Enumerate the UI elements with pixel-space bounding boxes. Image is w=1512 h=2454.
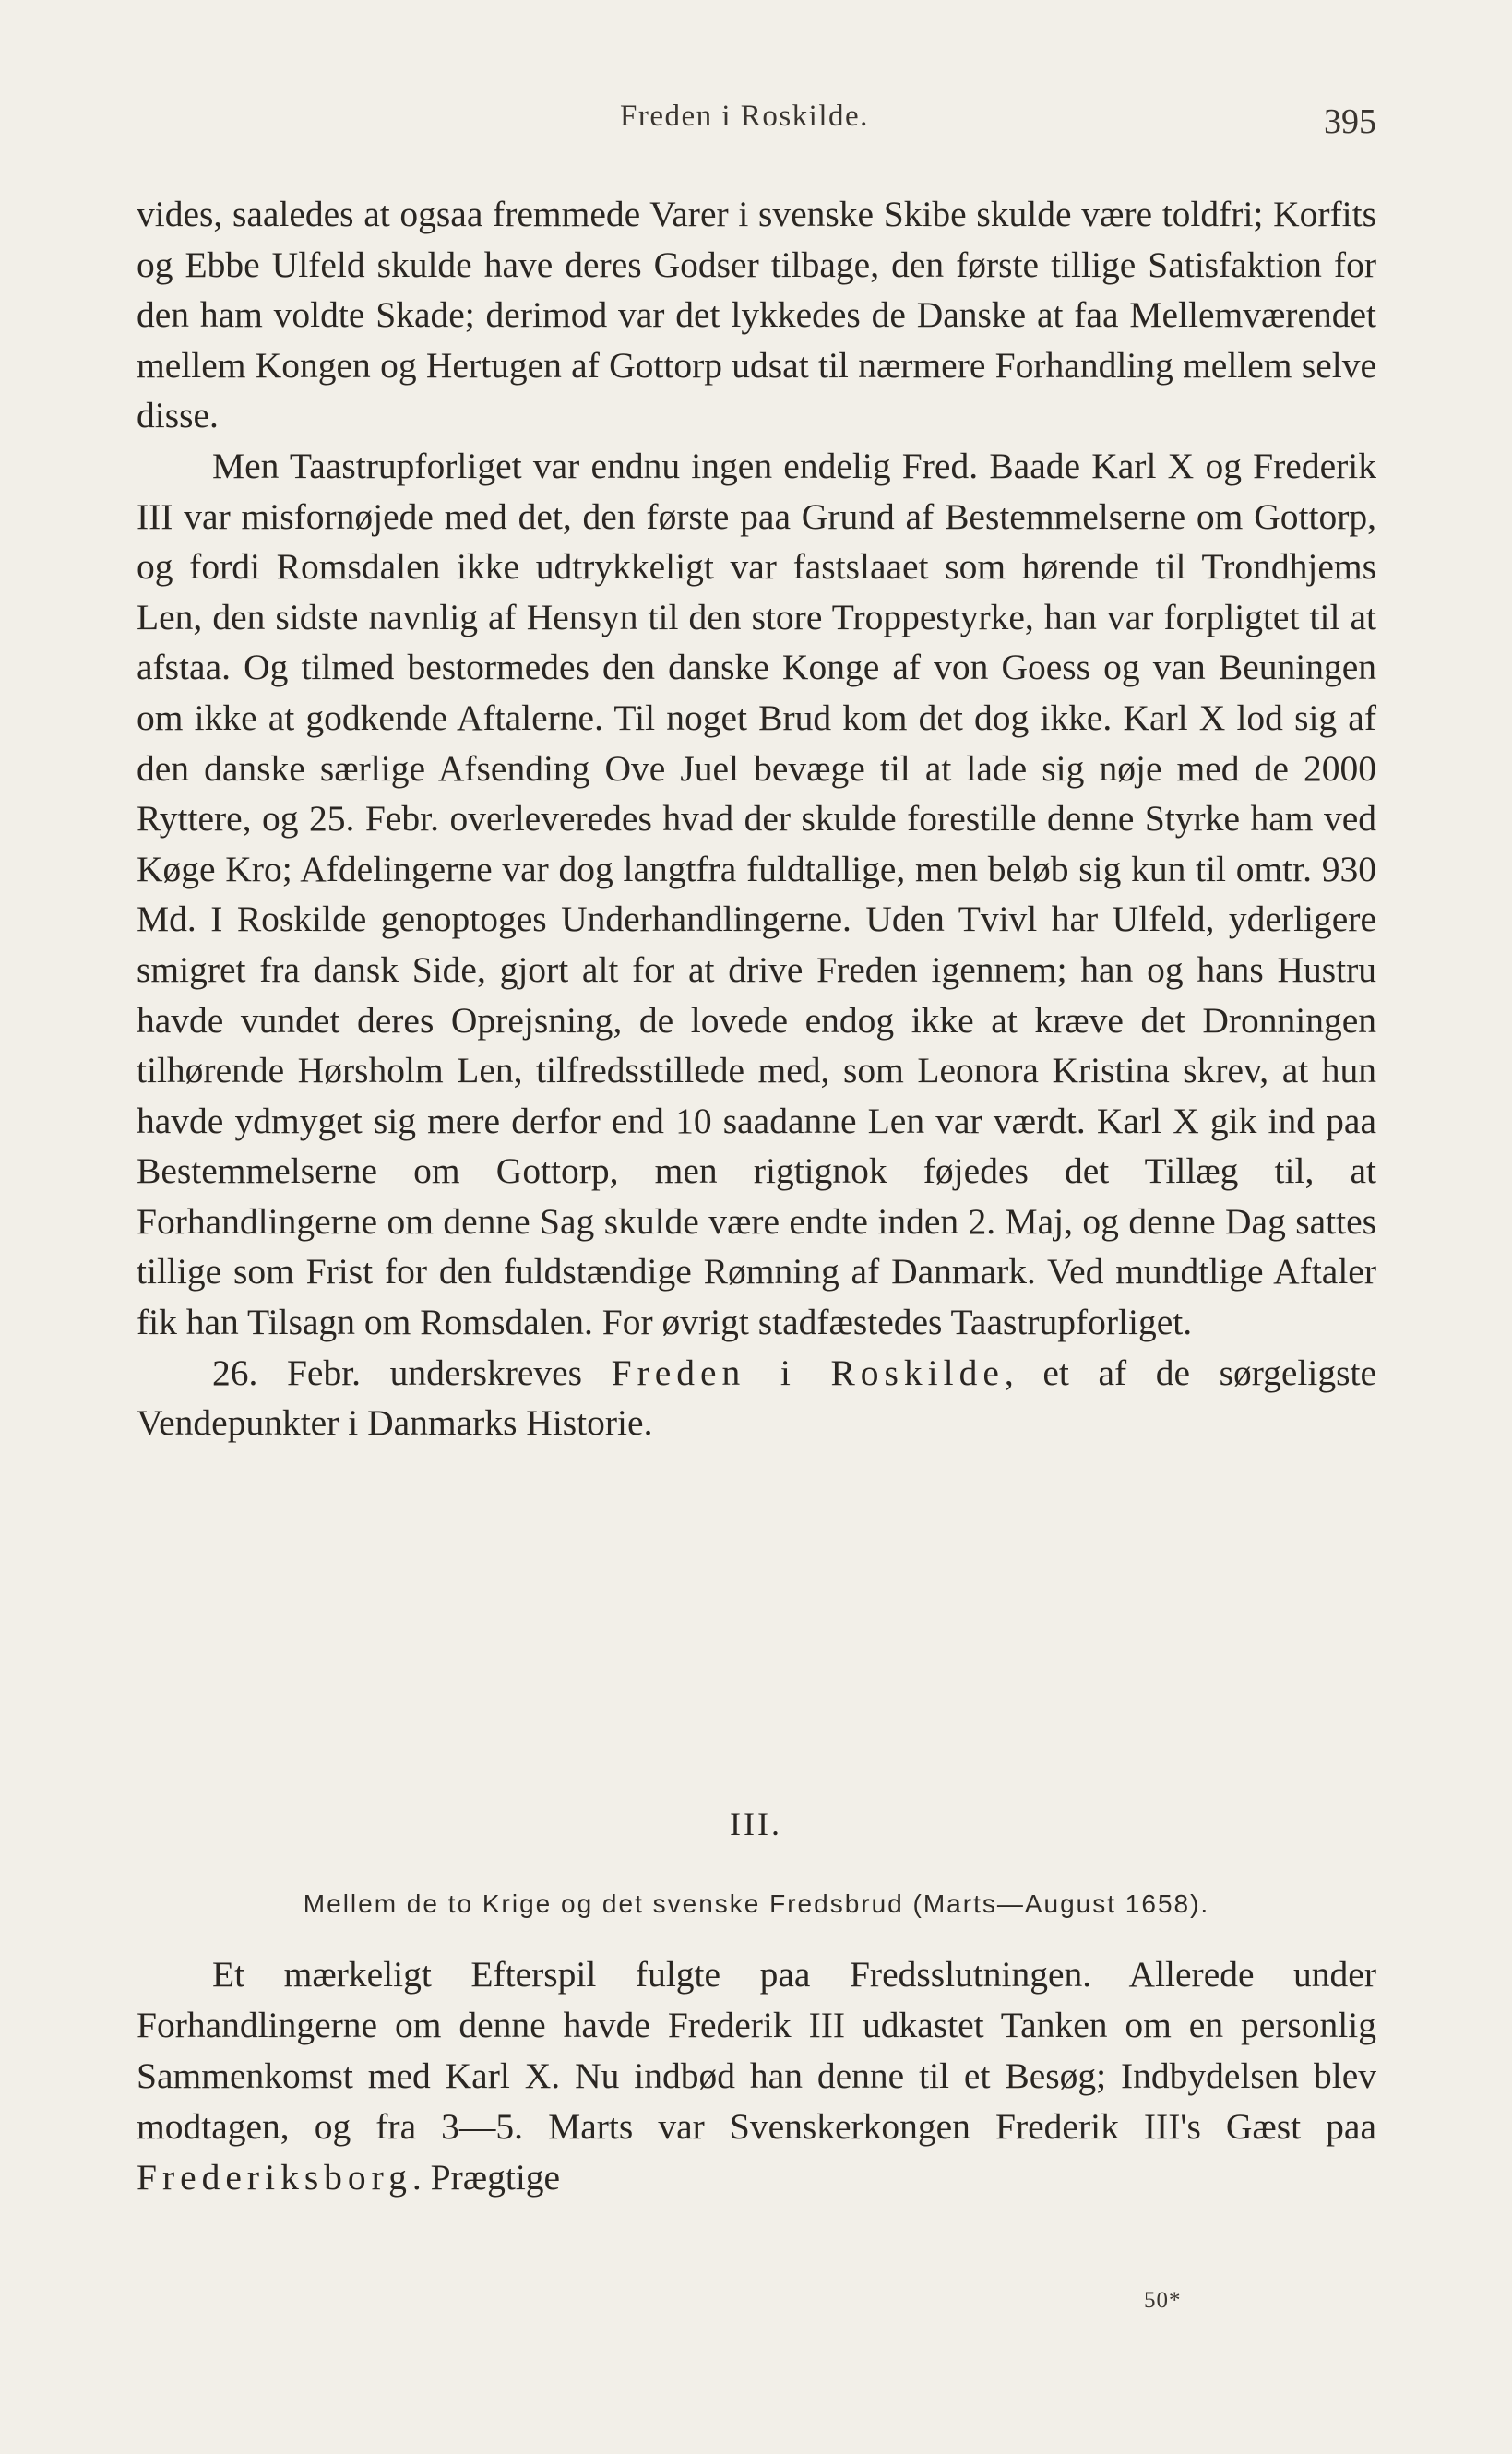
section-1-text [137, 189, 1376, 1448]
paragraph-3-tail: , et af de sørgeligste Vendepunkter i Danmarks Historie. [137, 1352, 1377, 1444]
page-header [137, 100, 1376, 155]
paragraph-4-text: Et mærkeligt Efterspil fulgte paa Fredsslutningen. Allerede under Forhandlingerne om denne havde Frederik III udkastet Tanken om en personlig Sammenkomst med Karl X. Nu indbød han denne til et Besøg; Indbydelsen blev modtagen, og fra 3—5. Marts var Svenskerkongen Frederik III's Gæst paa [137, 1954, 1376, 2147]
paragraph-3-text: 26. Febr. underskreves [212, 1352, 612, 1393]
page-number: 395 [1324, 102, 1376, 141]
place-name: Frederiksborg [137, 2157, 412, 2198]
paragraph-4-tail: . Prægtige [411, 2157, 561, 2198]
paragraph-3 [137, 1348, 1376, 1448]
section-title: Mellem de to Krige og det svenske Fredsbrud (Marts—August 1658). [303, 1889, 1210, 1918]
treaty-name: Freden i Roskilde [611, 1352, 1005, 1393]
paragraph-4 [137, 1949, 1376, 2203]
paragraph-1: vides, saaledes at ogsaa fremmede Varer i svenske Skibe skulde være toldfri; Korfits og Ebbe Ulfeld skulde have deres Godser tilbage, den første tillige Satisfaktion for den ham voldte Skade; derimod var det lykkedes de Danske at faa Mellemværendet mellem Kongen og Hertugen af Gottorp udsat til nærmere Forhandling mellem selve disse. [137, 194, 1376, 436]
section-number: III. [730, 1805, 782, 1842]
signature-mark: 50* [1144, 2288, 1182, 2313]
running-title: Freden i Roskilde. [620, 100, 869, 133]
paragraph-2: Men Taastrupforliget var endnu ingen endelig Fred. Baade Karl X og Frederik III var misfornøjede med det, den første paa Grund af Bestemmelserne om Gottorp, og fordi Romsdalen ikke udtrykkeligt var fastslaaet som hørende til Trondhjems Len, den sidste navnlig af Hensyn til den store Troppestyrke, han var forpligtet til at afstaa. Og tilmed bestormedes den danske Konge af von Goess og van Beuningen om ikke at godkende Aftalerne. Til noget Brud kom det dog ikke. Karl X lod sig af den danske særlige Afsending Ove Juel bevæge til at lade sig nøje med de 2000 Ryttere, og 25. Febr. overleveredes hvad der skulde forestille denne Styrke ham ved Køge Kro; Afdelingerne var dog langtfra fuldtallige, men beløb sig kun til omtr. 930 Md. I Roskilde genoptoges Underhandlingerne. Uden Tvivl har Ulfeld, yderligere smigret fra dansk Side, gjort alt for at drive Freden igennem; han og hans Hustru havde vundet deres Oprejsning, de lovede endog ikke at kræve det Dronningen tilhørende Hørsholm Len, tilfredsstillede med, som Leonora Kristina skrev, at hun havde ydmyget sig mere derfor end 10 saadanne Len var værdt. Karl X gik ind paa Bestemmelserne om Gottorp, men rigtignok føjedes det Tillæg til, at Forhandlingerne om denne Sag skulde være endte inden 2. Maj, og denne Dag sattes tillige som Frist for den fuldstændige Rømning af Danmark. Ved mundtlige Aftaler fik han Tilsagn om Romsdalen. For øvrigt stadfæstedes Taastrupforliget. [137, 445, 1376, 1343]
section-2-text [137, 1949, 1376, 2203]
